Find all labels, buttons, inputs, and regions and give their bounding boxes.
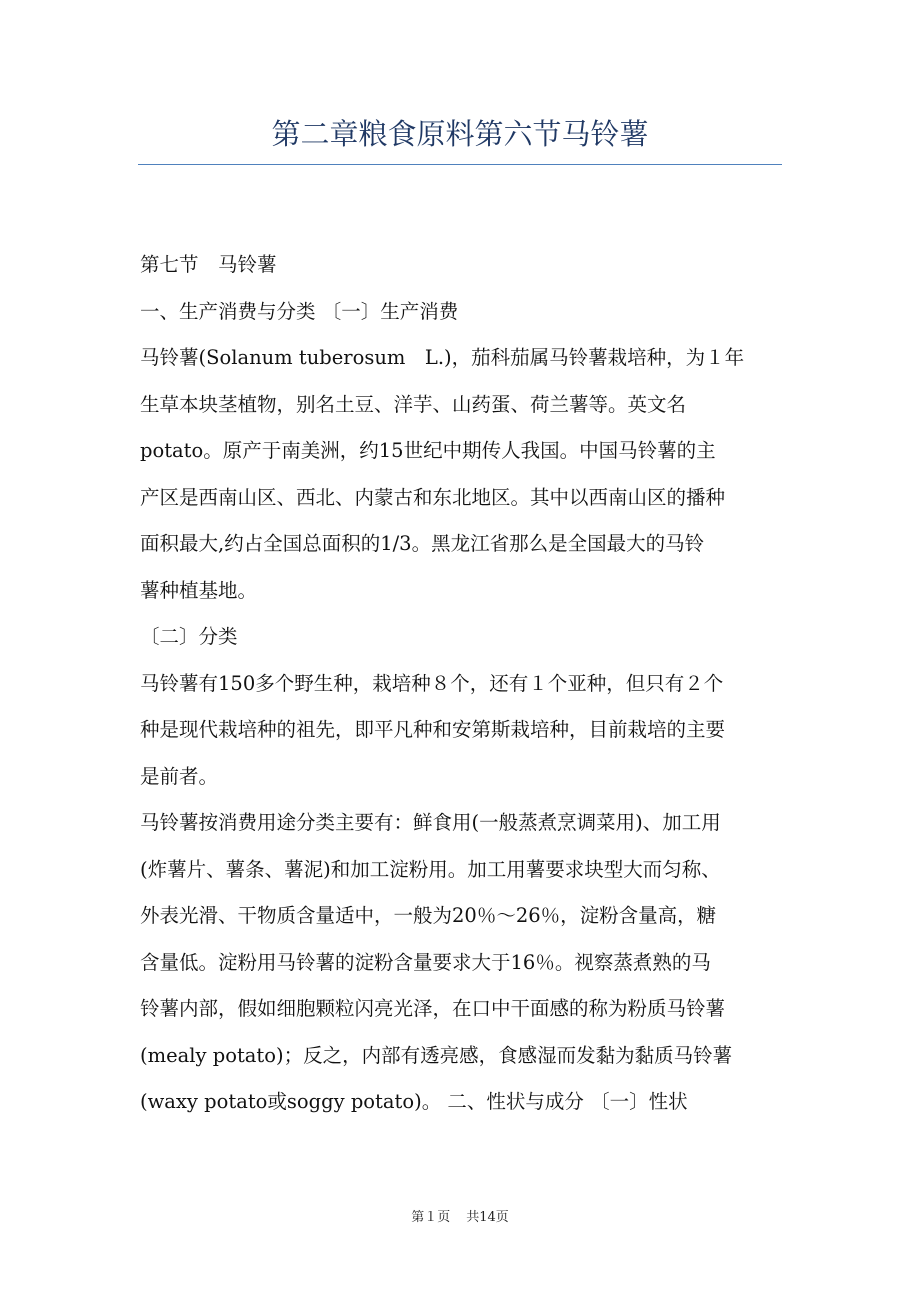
- subsection-heading: [140, 289, 788, 336]
- text-line: 面积最大,约占全国总面积的1/3。黑龙江省那么是全国最大的马铃: [140, 532, 705, 555]
- text-line: 一、生产消费与分类 〔一〕生产消费: [140, 299, 459, 323]
- subsection-heading: [140, 614, 788, 661]
- paragraph-usage: [140, 800, 788, 1126]
- text-line: 马铃薯(Solanum tuberosum L.)，茄科茄属马铃薯栽培种，为１年: [140, 346, 745, 369]
- text-line: 外表光滑、干物质含量适中，一般为20％～26％，淀粉含量高，糖: [140, 904, 717, 927]
- text-line: 第七节 马铃薯: [140, 253, 277, 276]
- paragraph-species: [140, 661, 788, 801]
- text-line: 含量低。淀粉用马铃薯的淀粉含量要求大于16％。视察蒸煮熟的马: [140, 950, 711, 974]
- text-line: (waxy potato或soggy potato)。 二、性状与成分 〔一〕性状: [140, 1090, 688, 1113]
- page-title: 第二章粮食原料第六节马铃薯: [271, 117, 649, 151]
- document-body: [140, 242, 788, 1126]
- text-line: 〔二〕分类: [140, 625, 238, 648]
- text-line: 马铃薯按消费用途分类主要有：鲜食用(一般蒸煮烹调菜用)、加工用: [140, 811, 721, 834]
- text-line: 种是现代栽培种的祖先，即平凡种和安第斯栽培种，目前栽培的主要: [140, 718, 726, 741]
- text-line: 生草本块茎植物，别名土豆、洋芋、山药蛋、荷兰薯等。英文名: [140, 392, 687, 416]
- text-line: 铃薯内部，假如细胞颗粒闪亮光泽，在口中干面感的称为粉质马铃薯: [140, 997, 726, 1020]
- text-line: 产区是西南山区、西北、内蒙古和东北地区。其中以西南山区的播种: [140, 485, 726, 509]
- text-line: (炸薯片、薯条、薯泥)和加工淀粉用。加工用薯要求块型大而匀称、: [140, 857, 721, 881]
- text-line: 马铃薯有150多个野生种，栽培种８个，还有１个亚种，但只有２个: [140, 671, 724, 695]
- text-line: 是前者。: [140, 764, 219, 788]
- text-line: 薯种植基地。: [140, 578, 258, 602]
- page-footer: [0, 1206, 920, 1225]
- page-number: 第１页: [411, 1210, 451, 1225]
- text-line: potato。原产于南美洲，约15世纪中期传人我国。中国马铃薯的主: [140, 439, 716, 462]
- section-heading: [140, 242, 788, 289]
- text-line: (mealy potato)；反之，内部有透亮感，食感湿而发黏为黏质马铃薯: [140, 1043, 733, 1067]
- title-underline: [138, 164, 782, 165]
- paragraph-production: [140, 335, 788, 614]
- page-total: 共14页: [466, 1210, 509, 1225]
